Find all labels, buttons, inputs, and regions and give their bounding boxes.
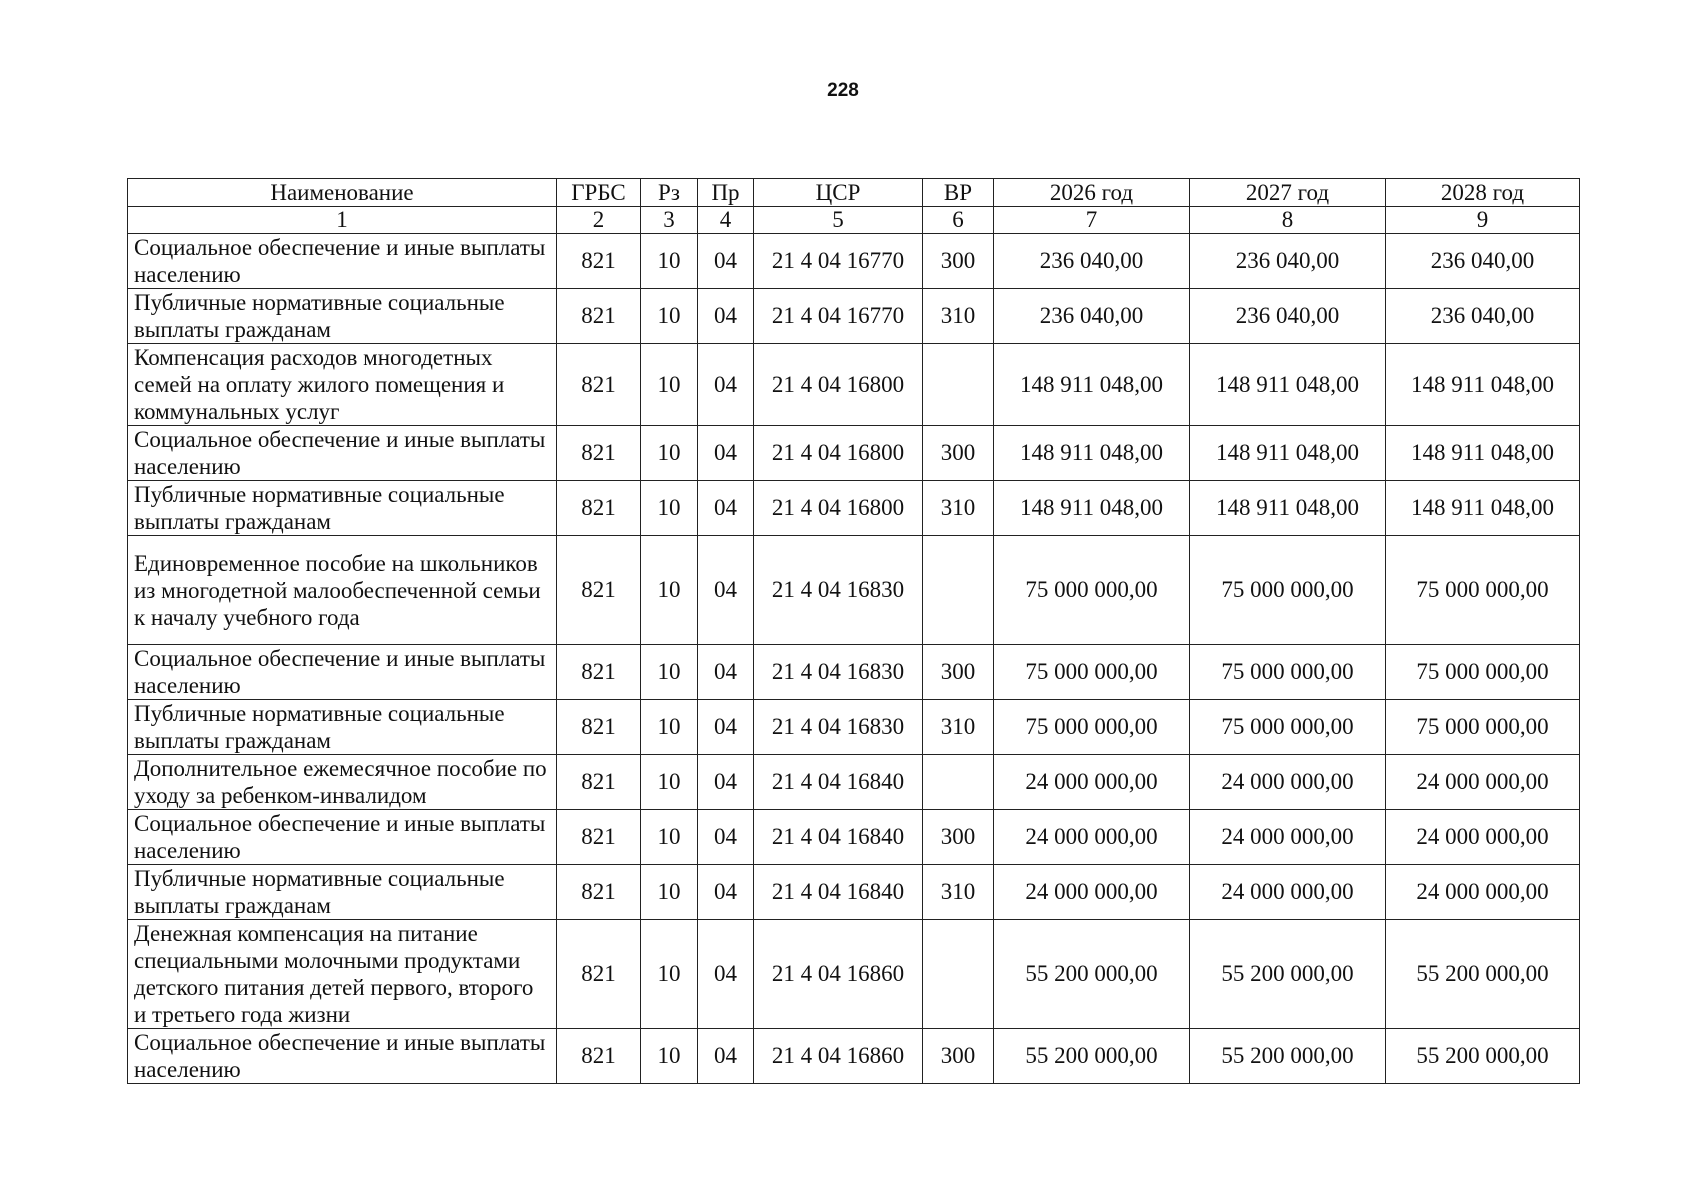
header-2026: 2026 год — [994, 179, 1190, 207]
row-rz: 10 — [641, 344, 698, 426]
row-vr: 300 — [923, 645, 994, 700]
row-amount-2026: 236 040,00 — [994, 234, 1190, 289]
table-row — [128, 645, 1580, 700]
table-row — [128, 810, 1580, 865]
row-vr: 300 — [923, 1029, 994, 1084]
row-csr: 21 4 04 16770 — [754, 234, 923, 289]
table-row — [128, 1029, 1580, 1084]
row-name: Единовременное пособие на школьников из многодетной малообеспеченной семьи к началу учебного года — [128, 536, 557, 645]
row-name: Публичные нормативные социальные выплаты гражданам — [128, 700, 557, 755]
row-pr: 04 — [698, 426, 754, 481]
row-pr: 04 — [698, 536, 754, 645]
row-amount-2028: 55 200 000,00 — [1386, 1029, 1580, 1084]
header-name: Наименование — [128, 179, 557, 207]
row-pr: 04 — [698, 810, 754, 865]
row-csr: 21 4 04 16770 — [754, 289, 923, 344]
table-row — [128, 426, 1580, 481]
row-name: Публичные нормативные социальные выплаты гражданам — [128, 865, 557, 920]
row-pr: 04 — [698, 755, 754, 810]
row-amount-2026: 148 911 048,00 — [994, 481, 1190, 536]
row-amount-2028: 24 000 000,00 — [1386, 865, 1580, 920]
row-csr: 21 4 04 16840 — [754, 810, 923, 865]
row-grbs: 821 — [557, 234, 641, 289]
row-amount-2026: 75 000 000,00 — [994, 700, 1190, 755]
row-amount-2027: 24 000 000,00 — [1190, 755, 1386, 810]
row-name: Социальное обеспечение и иные выплаты населению — [128, 426, 557, 481]
row-amount-2028: 75 000 000,00 — [1386, 645, 1580, 700]
column-number: 8 — [1190, 207, 1386, 234]
row-amount-2027: 75 000 000,00 — [1190, 700, 1386, 755]
column-number: 3 — [641, 207, 698, 234]
row-rz: 10 — [641, 865, 698, 920]
row-amount-2028: 55 200 000,00 — [1386, 920, 1580, 1029]
row-vr: 300 — [923, 234, 994, 289]
row-name: Публичные нормативные социальные выплаты гражданам — [128, 289, 557, 344]
row-csr: 21 4 04 16830 — [754, 645, 923, 700]
column-number: 6 — [923, 207, 994, 234]
row-vr: 310 — [923, 481, 994, 536]
table-row — [128, 344, 1580, 426]
row-pr: 04 — [698, 865, 754, 920]
row-amount-2028: 236 040,00 — [1386, 289, 1580, 344]
header-csr: ЦСР — [754, 179, 923, 207]
header-pr: Пр — [698, 179, 754, 207]
row-rz: 10 — [641, 234, 698, 289]
row-amount-2027: 75 000 000,00 — [1190, 536, 1386, 645]
table-row — [128, 700, 1580, 755]
row-name: Дополнительное ежемесячное пособие по уходу за ребенком-инвалидом — [128, 755, 557, 810]
row-amount-2028: 148 911 048,00 — [1386, 426, 1580, 481]
column-number: 9 — [1386, 207, 1580, 234]
row-grbs: 821 — [557, 536, 641, 645]
table-row — [128, 234, 1580, 289]
row-pr: 04 — [698, 344, 754, 426]
row-pr: 04 — [698, 700, 754, 755]
row-grbs: 821 — [557, 755, 641, 810]
page-number: 228 — [827, 80, 859, 101]
row-amount-2028: 24 000 000,00 — [1386, 810, 1580, 865]
row-vr: 310 — [923, 700, 994, 755]
row-vr — [923, 536, 994, 645]
row-amount-2026: 55 200 000,00 — [994, 920, 1190, 1029]
row-pr: 04 — [698, 1029, 754, 1084]
row-csr: 21 4 04 16830 — [754, 700, 923, 755]
row-csr: 21 4 04 16860 — [754, 1029, 923, 1084]
row-rz: 10 — [641, 755, 698, 810]
row-rz: 10 — [641, 810, 698, 865]
row-vr: 310 — [923, 865, 994, 920]
header-grbs: ГРБС — [557, 179, 641, 207]
row-amount-2027: 148 911 048,00 — [1190, 344, 1386, 426]
column-number: 4 — [698, 207, 754, 234]
row-grbs: 821 — [557, 1029, 641, 1084]
row-pr: 04 — [698, 645, 754, 700]
row-vr — [923, 755, 994, 810]
row-name: Социальное обеспечение и иные выплаты населению — [128, 810, 557, 865]
row-vr: 310 — [923, 289, 994, 344]
table-row — [128, 536, 1580, 645]
row-rz: 10 — [641, 1029, 698, 1084]
column-number: 7 — [994, 207, 1190, 234]
row-grbs: 821 — [557, 700, 641, 755]
row-vr — [923, 344, 994, 426]
header-2028: 2028 год — [1386, 179, 1580, 207]
header-vr: ВР — [923, 179, 994, 207]
header-row — [128, 179, 1580, 207]
row-rz: 10 — [641, 645, 698, 700]
row-name: Социальное обеспечение и иные выплаты населению — [128, 645, 557, 700]
row-amount-2026: 75 000 000,00 — [994, 645, 1190, 700]
table-row — [128, 289, 1580, 344]
header-rz: Рз — [641, 179, 698, 207]
row-rz: 10 — [641, 481, 698, 536]
row-csr: 21 4 04 16840 — [754, 755, 923, 810]
row-csr: 21 4 04 16830 — [754, 536, 923, 645]
row-grbs: 821 — [557, 645, 641, 700]
row-amount-2027: 75 000 000,00 — [1190, 645, 1386, 700]
table-row — [128, 755, 1580, 810]
row-name: Компенсация расходов многодетных семей на оплату жилого помещения и коммунальных услуг — [128, 344, 557, 426]
row-name: Денежная компенсация на питание специальными молочными продуктами детского питания детей первого, второго и третьего года жизни — [128, 920, 557, 1029]
row-pr: 04 — [698, 481, 754, 536]
row-amount-2028: 75 000 000,00 — [1386, 700, 1580, 755]
row-amount-2026: 24 000 000,00 — [994, 865, 1190, 920]
row-amount-2027: 24 000 000,00 — [1190, 865, 1386, 920]
row-amount-2026: 148 911 048,00 — [994, 344, 1190, 426]
row-rz: 10 — [641, 700, 698, 755]
row-pr: 04 — [698, 289, 754, 344]
table-row — [128, 865, 1580, 920]
row-rz: 10 — [641, 289, 698, 344]
row-grbs: 821 — [557, 865, 641, 920]
row-grbs: 821 — [557, 344, 641, 426]
row-rz: 10 — [641, 426, 698, 481]
table-row — [128, 920, 1580, 1029]
row-vr: 300 — [923, 426, 994, 481]
row-amount-2027: 236 040,00 — [1190, 289, 1386, 344]
row-grbs: 821 — [557, 920, 641, 1029]
row-amount-2028: 148 911 048,00 — [1386, 344, 1580, 426]
row-grbs: 821 — [557, 481, 641, 536]
row-amount-2028: 75 000 000,00 — [1386, 536, 1580, 645]
row-amount-2026: 55 200 000,00 — [994, 1029, 1190, 1084]
row-amount-2026: 24 000 000,00 — [994, 810, 1190, 865]
row-amount-2026: 236 040,00 — [994, 289, 1190, 344]
row-amount-2028: 236 040,00 — [1386, 234, 1580, 289]
table-row — [128, 481, 1580, 536]
row-amount-2027: 55 200 000,00 — [1190, 920, 1386, 1029]
row-grbs: 821 — [557, 289, 641, 344]
row-csr: 21 4 04 16800 — [754, 426, 923, 481]
row-grbs: 821 — [557, 426, 641, 481]
row-amount-2026: 148 911 048,00 — [994, 426, 1190, 481]
column-number: 2 — [557, 207, 641, 234]
column-number-row — [128, 207, 1580, 234]
row-name: Социальное обеспечение и иные выплаты населению — [128, 1029, 557, 1084]
row-name: Публичные нормативные социальные выплаты гражданам — [128, 481, 557, 536]
row-grbs: 821 — [557, 810, 641, 865]
row-rz: 10 — [641, 920, 698, 1029]
row-amount-2027: 236 040,00 — [1190, 234, 1386, 289]
row-amount-2028: 148 911 048,00 — [1386, 481, 1580, 536]
column-number: 1 — [128, 207, 557, 234]
row-amount-2027: 148 911 048,00 — [1190, 426, 1386, 481]
row-csr: 21 4 04 16840 — [754, 865, 923, 920]
row-amount-2026: 24 000 000,00 — [994, 755, 1190, 810]
row-vr: 300 — [923, 810, 994, 865]
row-csr: 21 4 04 16800 — [754, 344, 923, 426]
row-pr: 04 — [698, 920, 754, 1029]
header-2027: 2027 год — [1190, 179, 1386, 207]
row-csr: 21 4 04 16860 — [754, 920, 923, 1029]
column-number: 5 — [754, 207, 923, 234]
row-csr: 21 4 04 16800 — [754, 481, 923, 536]
row-name: Социальное обеспечение и иные выплаты населению — [128, 234, 557, 289]
row-rz: 10 — [641, 536, 698, 645]
row-pr: 04 — [698, 234, 754, 289]
row-amount-2028: 24 000 000,00 — [1386, 755, 1580, 810]
row-vr — [923, 920, 994, 1029]
row-amount-2027: 55 200 000,00 — [1190, 1029, 1386, 1084]
row-amount-2027: 148 911 048,00 — [1190, 481, 1386, 536]
row-amount-2027: 24 000 000,00 — [1190, 810, 1386, 865]
row-amount-2026: 75 000 000,00 — [994, 536, 1190, 645]
budget-table — [127, 178, 1580, 1084]
